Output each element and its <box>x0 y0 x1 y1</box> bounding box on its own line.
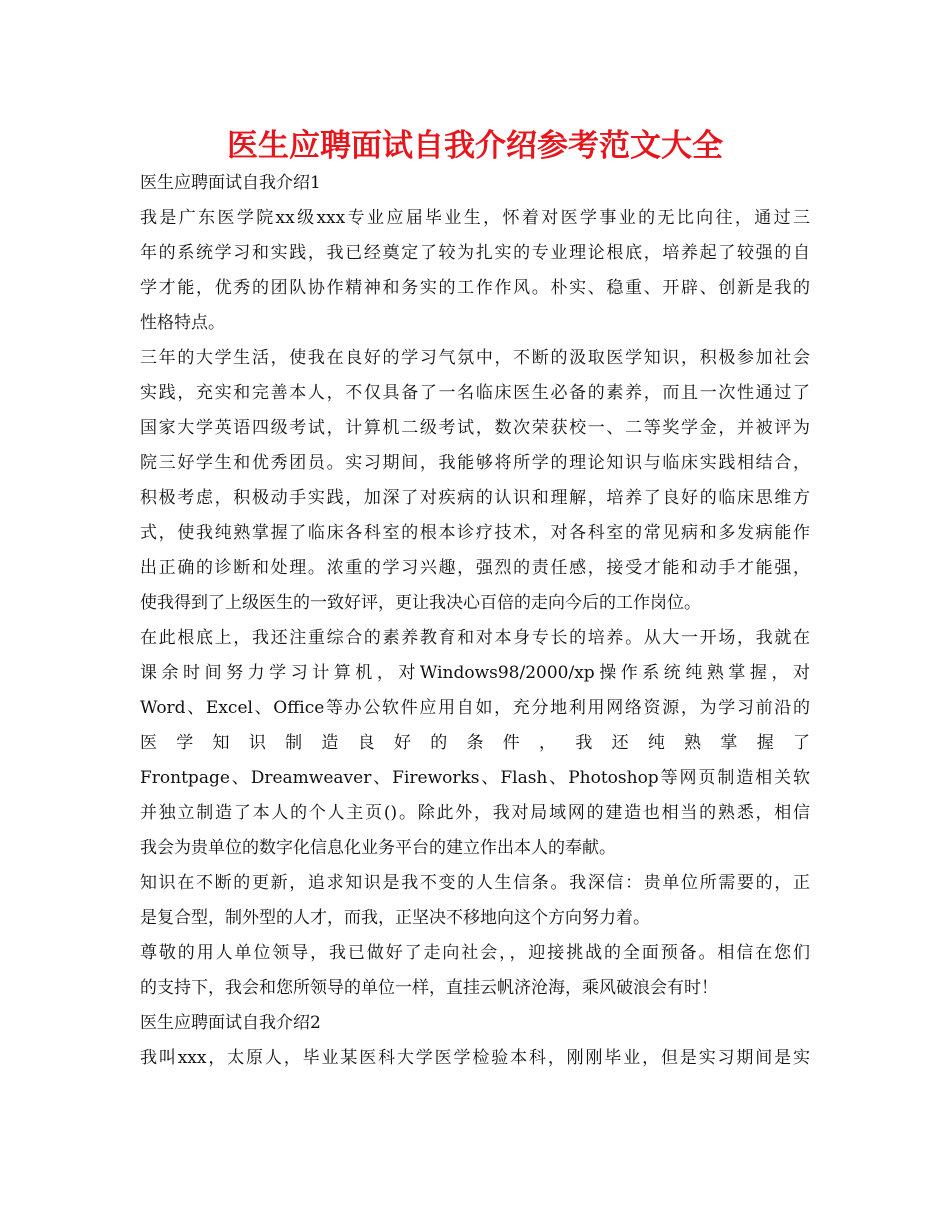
paragraph-line: 学才能，优秀的团队协作精神和务实的工作作风。朴实、稳重、开辟、创新是我的 <box>140 278 810 298</box>
section-heading-2: 医生应聘面试自我介绍2 <box>140 1013 321 1033</box>
paragraph-line: 是复合型，制外型的人才，而我，正坚决不移地向这个方向努力着。 <box>140 908 650 928</box>
paragraph-line: 我会为贵单位的数字化信息化业务平台的建立作出本人的奉献。 <box>140 838 616 858</box>
paragraph-line: 三年的大学生活，使我在良好的学习气氛中，不断的汲取医学知识，积极参加社会 <box>140 348 810 368</box>
paragraph-line: 性格特点。 <box>140 313 225 333</box>
paragraph-line: 医 学 知 识 制 造 良 好 的 条 件 ， 我 还 纯 熟 掌 握 了 <box>140 733 810 753</box>
paragraph-line: 知识在不断的更新，追求知识是我不变的人生信条。我深信：贵单位所需要的，正 <box>140 873 810 893</box>
paragraph-line: 院三好学生和优秀团员。实习期间，我能够将所学的理论知识与临床实践相结合， <box>140 453 810 473</box>
paragraph-line: 的支持下，我会和您所领导的单位一样，直挂云帆济沧海，乘风破浪会有时！ <box>140 978 718 998</box>
paragraph-line: 尊敬的用人单位领导，我已做好了走向社会，，迎接挑战的全面预备。相信在您们 <box>140 943 810 963</box>
paragraph-line: 实践，充实和完善本人，不仅具备了一名临床医生必备的素养，而且一次性通过了 <box>140 383 810 403</box>
section-heading-1: 医生应聘面试自我介绍1 <box>140 173 321 193</box>
paragraph-line: 我是广东医学院xx级xxx专业应届毕业生，怀着对医学事业的无比向往，通过三 <box>140 208 810 228</box>
paragraph-line: 年的系统学习和实践，我已经奠定了较为扎实的专业理论根底，培养起了较强的自 <box>140 243 810 263</box>
paragraph-line: 出正确的诊断和处理。浓重的学习兴趣，强烈的责任感，接受才能和动手才能强， <box>140 558 810 578</box>
paragraph-line: 使我得到了上级医生的一致好评，更让我决心百倍的走向今后的工作岗位。 <box>140 593 701 613</box>
paragraph-line: 式，使我纯熟掌握了临床各科室的根本诊疗技术，对各科室的常见病和多发病能作 <box>140 523 810 543</box>
paragraph-line: 并独立制造了本人的个人主页()。除此外，我对局域网的建造也相当的熟悉，相信 <box>140 803 810 823</box>
paragraph-line: 在此根底上，我还注重综合的素养教育和对本身专长的培养。从大一开场，我就在 <box>140 628 810 648</box>
paragraph-line: 我叫xxx，太原人，毕业某医科大学医学检验本科，刚刚毕业，但是实习期间是实 <box>140 1048 810 1068</box>
document-body <box>140 166 810 1076</box>
paragraph-line: 积极考虑，积极动手实践，加深了对疾病的认识和理解，培养了良好的临床思维方 <box>140 488 810 508</box>
paragraph-line: Word、Excel、Office等办公软件应用自如，充分地利用网络资源，为学习前沿的 <box>140 698 810 718</box>
paragraph-line: Frontpage、Dreamweaver、Fireworks、Flash、Photoshop等网页制造相关软 <box>140 768 810 788</box>
paragraph-line: 国家大学英语四级考试，计算机二级考试，数次荣获校一、二等奖学金，并被评为 <box>140 418 810 438</box>
paragraph-line: 课余时间努力学习计算机，对Windows98/2000/xp操作系统纯熟掌握，对 <box>140 663 810 683</box>
document-title: 医生应聘面试自我介绍参考范文大全 <box>227 128 723 164</box>
